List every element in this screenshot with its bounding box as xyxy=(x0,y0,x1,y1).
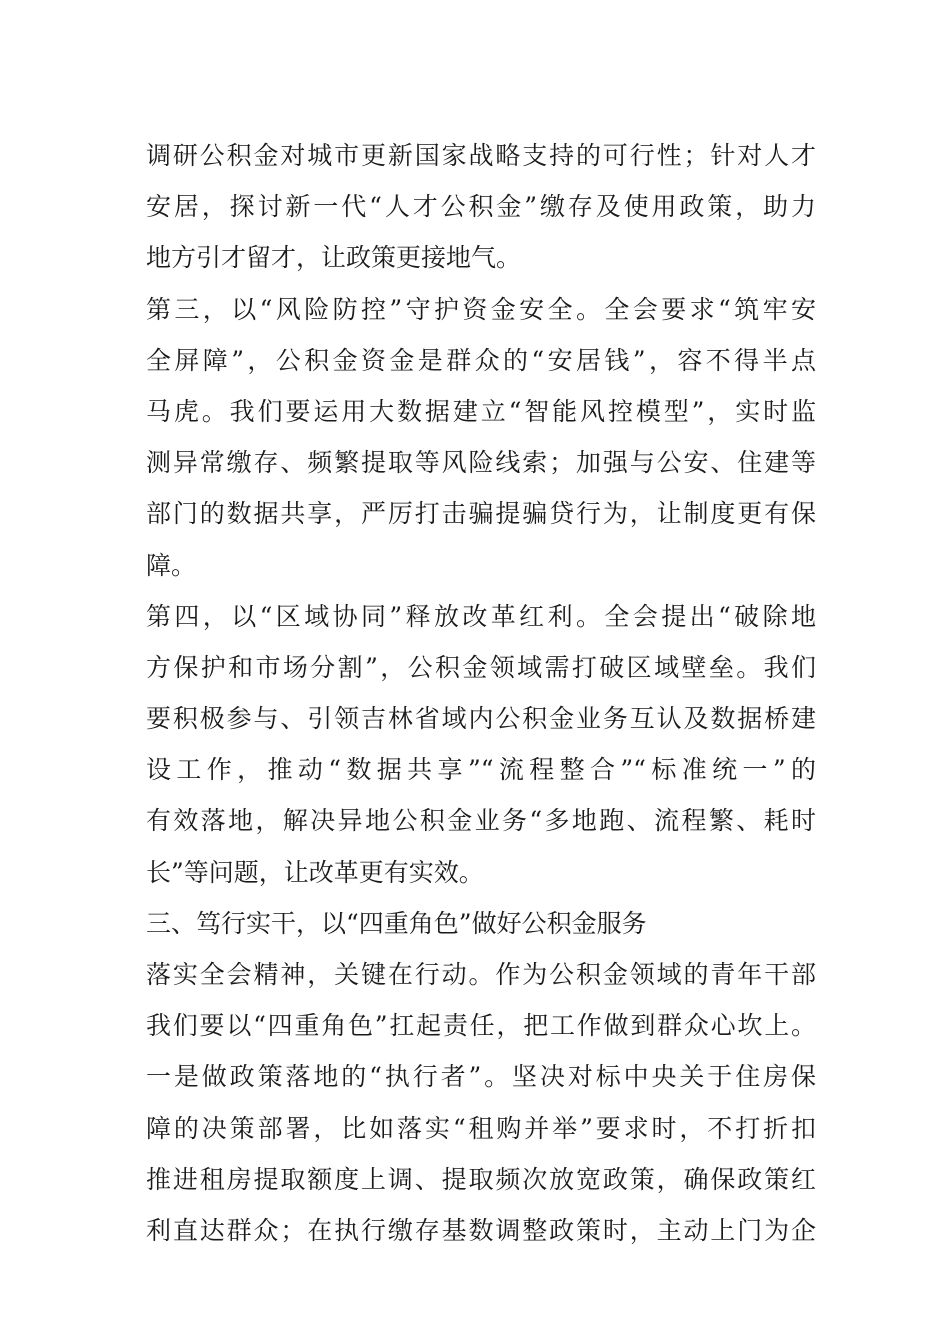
text-line: 第四，以“区域协同”释放改革红利。全会提出“破除地 xyxy=(146,601,816,631)
text-line: 障。 xyxy=(146,550,197,580)
text-line: 利直达群众；在执行缴存基数调整政策时，主动上门为企 xyxy=(146,1215,816,1245)
text-line: 设工作，推动“数据共享”“流程整合”“标准统一”的 xyxy=(146,755,816,785)
text-line: 要积极参与、引领吉林省域内公积金业务互认及数据桥建 xyxy=(146,704,816,734)
text-line: 安居，探讨新一代“人才公积金”缴存及使用政策，助力 xyxy=(146,192,816,222)
text-line: 障的决策部署，比如落实“租购并举”要求时，不打折扣 xyxy=(146,1113,816,1143)
text-line: 一是做政策落地的“执行者”。坚决对标中央关于住房保 xyxy=(146,1062,816,1092)
text-line: 方保护和市场分割”，公积金领域需打破区域壁垒。我们 xyxy=(146,652,816,682)
document-body-text xyxy=(146,130,816,1256)
text-line: 全屏障”，公积金资金是群众的“安居钱”，容不得半点 xyxy=(146,345,816,375)
text-line: 部门的数据共享，严厉打击骗提骗贷行为，让制度更有保 xyxy=(146,499,816,529)
text-line: 我们要以“四重角色”扛起责任，把工作做到群众心坎上。 xyxy=(146,1011,816,1041)
text-line: 推进租房提取额度上调、提取频次放宽政策，确保政策红 xyxy=(146,1164,816,1194)
text-line: 三、笃行实干，以“四重角色”做好公积金服务 xyxy=(146,908,647,938)
text-line: 第三，以“风险防控”守护资金安全。全会要求“筑牢安 xyxy=(146,294,816,324)
text-line: 长”等问题，让改革更有实效。 xyxy=(146,857,484,887)
text-line: 测异常缴存、频繁提取等风险线索；加强与公安、住建等 xyxy=(146,448,816,478)
text-line: 调研公积金对城市更新国家战略支持的可行性；针对人才 xyxy=(146,141,816,170)
text-line: 落实全会精神，关键在行动。作为公积金领域的青年干部 xyxy=(146,960,816,989)
text-line: 马虎。我们要运用大数据建立“智能风控模型”，实时监 xyxy=(146,396,816,426)
text-line: 有效落地，解决异地公积金业务“多地跑、流程繁、耗时 xyxy=(146,806,816,836)
text-line: 地方引才留才，让政策更接地气。 xyxy=(146,243,522,273)
